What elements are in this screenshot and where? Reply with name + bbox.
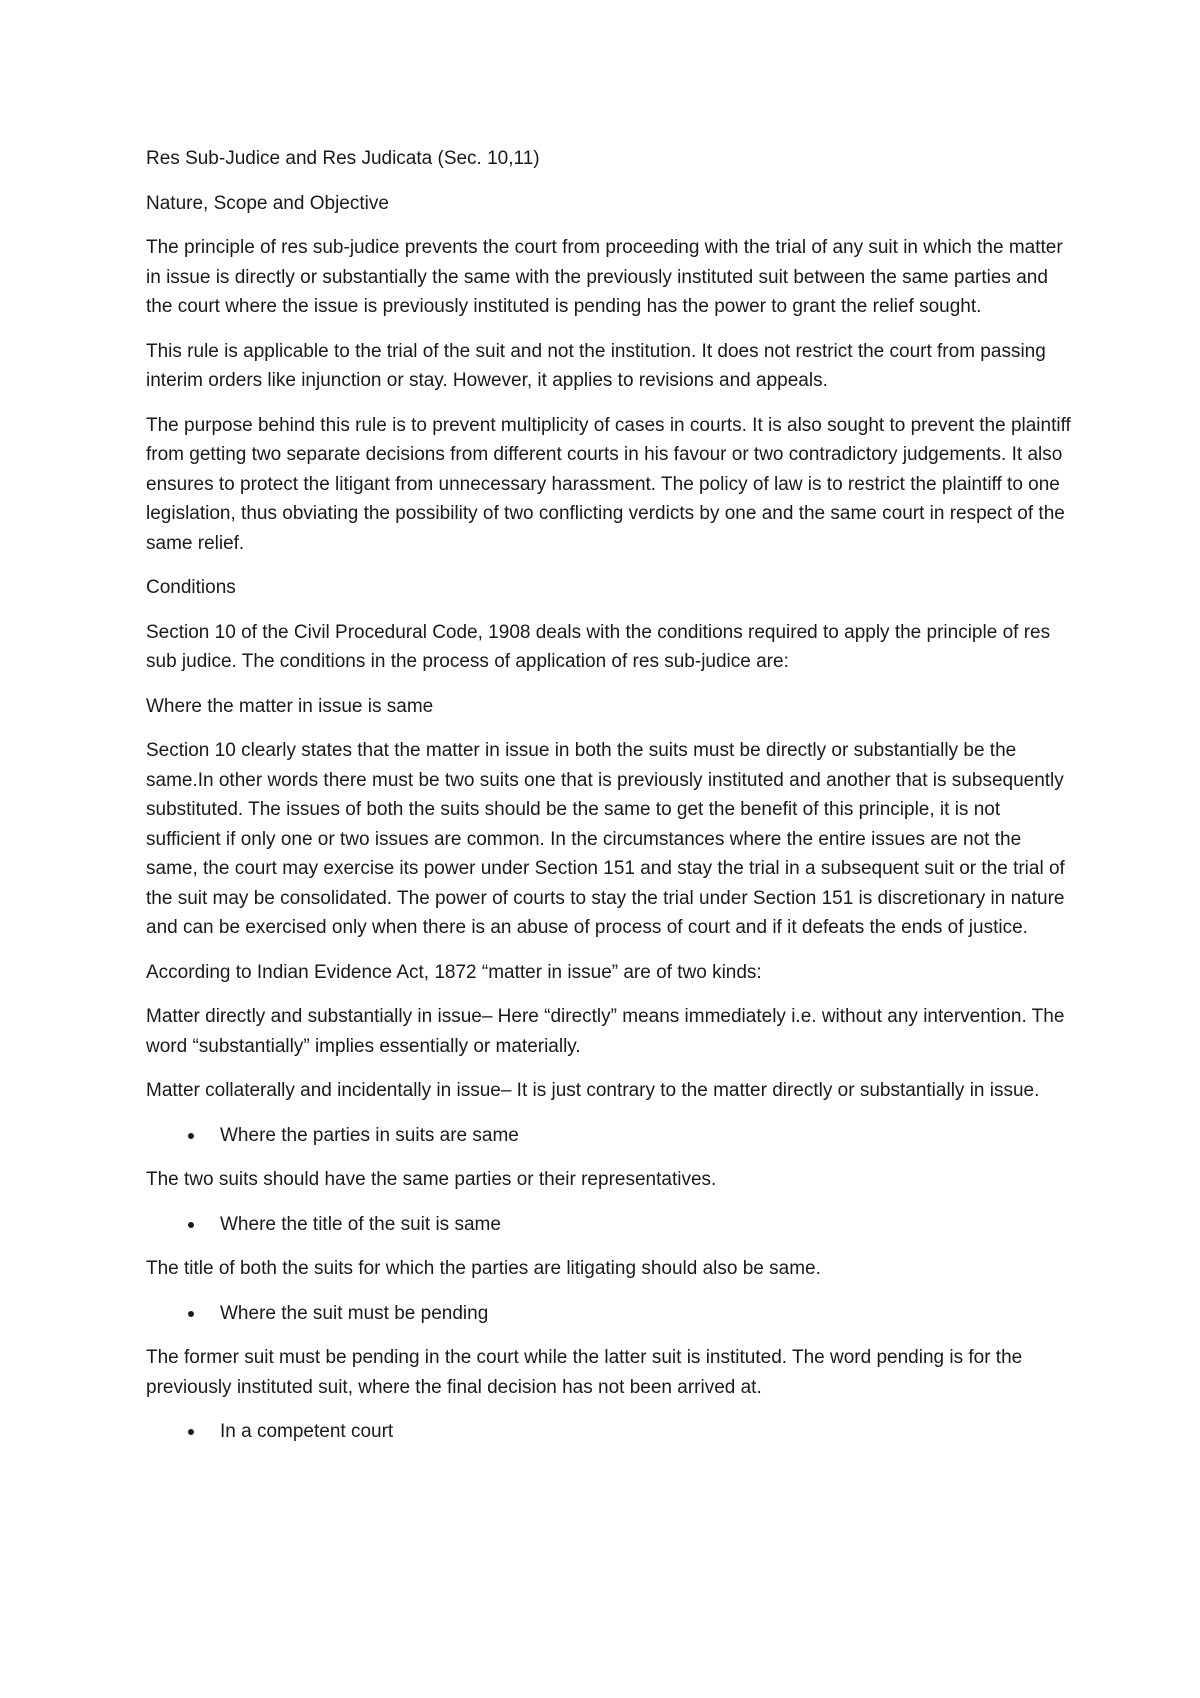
bullet-icon (188, 1222, 194, 1228)
document-body (146, 144, 1076, 1462)
paragraph: Matter collaterally and incidentally in issue– It is just contrary to the matter directly or substantially in issue. (146, 1080, 1040, 1101)
subheading-matter-in-issue: Where the matter in issue is same (146, 695, 434, 717)
bullet-text: Where the parties in suits are same (220, 1124, 519, 1146)
paragraph: Matter directly and substantially in issue– Here “directly” means immediately i.e. without any intervention. The word “substantially” implies essentially or materially. (146, 1006, 1065, 1057)
bullet-icon (188, 1311, 194, 1317)
paragraph: This rule is applicable to the trial of the suit and not the institution. It does not restrict the court from passing interim orders like injunction or stay. However, it applies to revisions and appeals. (146, 340, 1046, 391)
paragraph: The two suits should have the same parties or their representatives. (146, 1169, 717, 1190)
section-heading-nature-scope: Nature, Scope and Objective (146, 192, 389, 214)
paragraph: The principle of res sub-judice prevents the court from proceeding with the trial of any suit in which the matter in issue is directly or substantially the same with the previously instituted suit between the same parties and the court where the issue is previously instituted is pending has the power to grant the relief sought. (146, 237, 1063, 317)
paragraph: The purpose behind this rule is to prevent multiplicity of cases in courts. It is also sought to prevent the plaintiff from getting two separate decisions from different courts in his favour or two contradictory judgements. It also ensures to protect the litigant from unnecessary harassment. The policy of law is to restrict the plaintiff to one legislation, thus obviating the possibility of two conflicting verdicts by one and the same court in respect of the same relief. (146, 414, 1071, 554)
bullet-item (146, 1299, 1076, 1329)
bullet-item (146, 1121, 1076, 1151)
document-title: Res Sub-Judice and Res Judicata (Sec. 10,11) (146, 148, 540, 169)
bullet-item (146, 1210, 1076, 1240)
paragraph: The title of both the suits for which the parties are litigating should also be same. (146, 1258, 821, 1279)
bullet-text: In a competent court (220, 1421, 394, 1442)
paragraph: Section 10 of the Civil Procedural Code, 1908 deals with the conditions required to apply the principle of res sub judice. The conditions in the process of application of res sub-judice are: (146, 621, 1051, 672)
paragraph: Section 10 clearly states that the matter in issue in both the suits must be directly or substantially be the same.In other words there must be two suits one that is previously instituted and another that is subsequently substituted. The issues of both the suits should be the same to get the benefit of this principle, it is not sufficient if only one or two issues are common. In the circumstances where the entire issues are not the same, the court may exercise its power under Section 151 and stay the trial in a subsequent suit or the trial of the suit may be consolidated. The power of courts to stay the trial under Section 151 is discretionary in nature and can be exercised only when there is an abuse of process of court and if it defeats the ends of justice. (146, 740, 1065, 938)
bullet-icon (188, 1133, 194, 1139)
section-heading-conditions: Conditions (146, 577, 236, 598)
bullet-text: Where the suit must be pending (220, 1302, 489, 1324)
bullet-item (146, 1417, 1076, 1447)
bullet-icon (188, 1429, 194, 1435)
bullet-text: Where the title of the suit is same (220, 1213, 501, 1235)
paragraph: According to Indian Evidence Act, 1872 “matter in issue” are of two kinds: (146, 961, 762, 983)
paragraph: The former suit must be pending in the court while the latter suit is instituted. The word pending is for the previously instituted suit, where the final decision has not been arrived at. (146, 1347, 1023, 1398)
